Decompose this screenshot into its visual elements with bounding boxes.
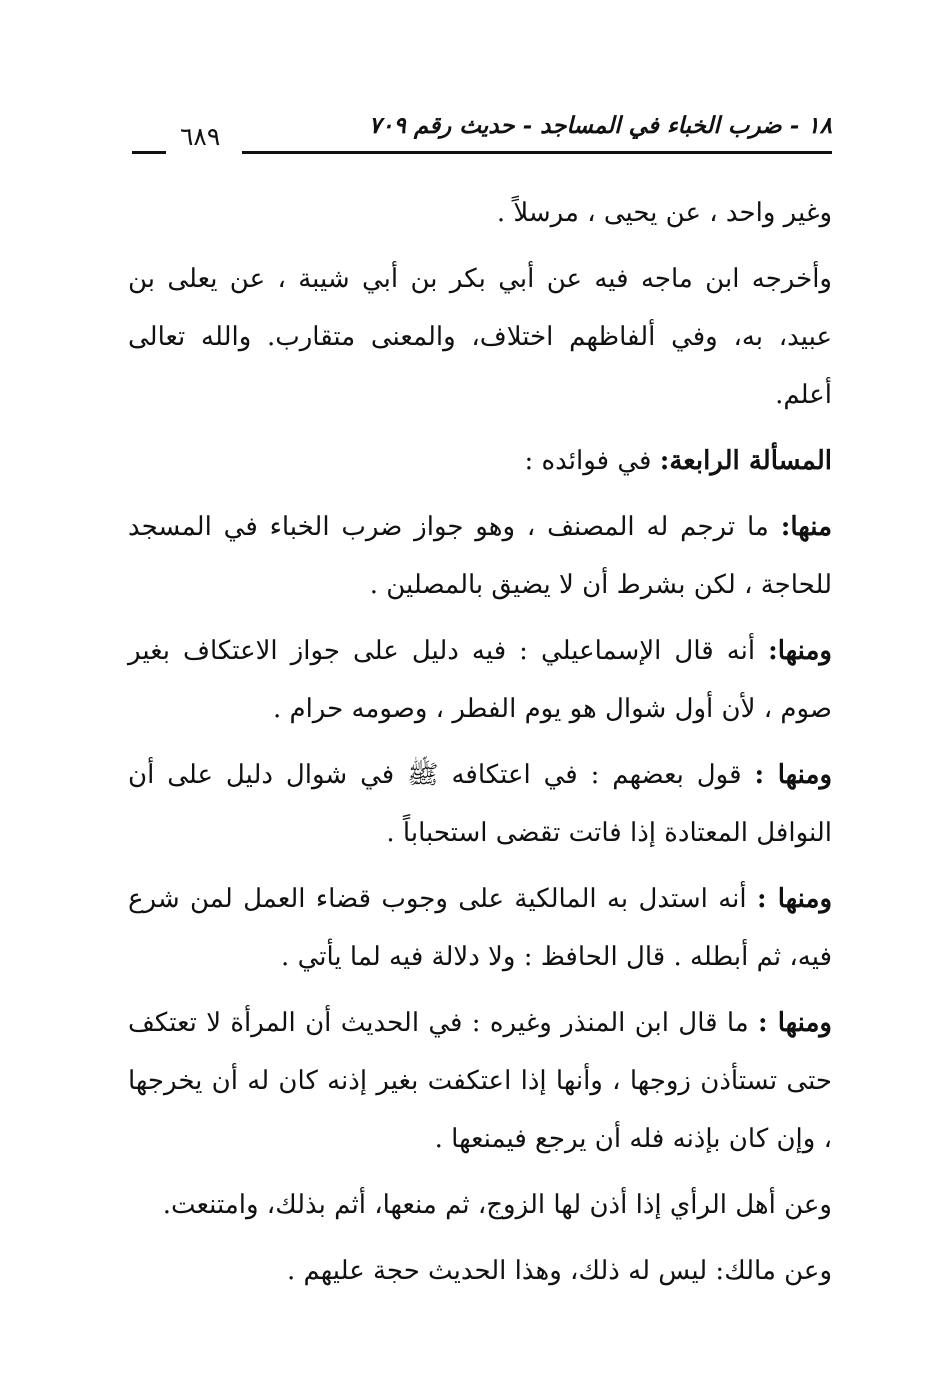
chapter-title: ١٨ - ضرب الخباء في المساجد - حديث رقم ٧٠٩ xyxy=(368,112,832,139)
page-number: ٦٨٩ xyxy=(180,122,221,151)
paragraph-text: أنه استدل به المالكية على وجوب قضاء العمل لمن شرع فيه، ثم أبطله . قال الحافظ : ولا دلالة فيه لما يأتي . xyxy=(128,884,832,972)
paragraph-text: أنه قال الإسماعيلي : فيه دليل على جواز الاعتكاف بغير صوم ، لأن أول شوال هو يوم الفطر ، وصومه حرام . xyxy=(128,636,832,724)
paragraph xyxy=(128,746,832,862)
paragraph-text: ما قال ابن المنذر وغيره : في الحديث أن المرأة لا تعتكف حتى تستأذن زوجها ، وأنها إذا اعتكفت بغير إذنه كان له أن يخرجها ، وإن كان بإذنه فله أن يرجع فيمنعها . xyxy=(128,1008,832,1154)
section-heading xyxy=(128,432,832,490)
paragraph xyxy=(128,498,832,614)
paragraph xyxy=(128,622,832,738)
paragraph xyxy=(128,870,832,986)
paragraph xyxy=(128,250,832,424)
paragraph-lead: المسألة الرابعة: xyxy=(659,446,832,476)
paragraph-text: في فوائده : xyxy=(524,446,660,476)
paragraph-lead: منها: xyxy=(780,512,832,542)
paragraph-text: وغير واحد ، عن يحيى ، مرسلاً . xyxy=(496,198,832,228)
paragraph-text: ما ترجم له المصنف ، وهو جواز ضرب الخباء في المسجد للحاجة ، لكن بشرط أن لا يضيق بالمصلين . xyxy=(128,512,832,600)
paragraph xyxy=(128,1242,832,1300)
page-body xyxy=(128,184,832,1308)
paragraph-text: قول بعضهم : في اعتكافه ﷺ في شوال دليل على أن النوافل المعتادة إذا فاتت تقضى استحباباً . xyxy=(128,760,832,848)
header-rule xyxy=(242,151,832,154)
paragraph-lead: ومنها : xyxy=(758,1008,832,1038)
paragraph-text: وأخرجه ابن ماجه فيه عن أبي بكر بن أبي شيبة ، عن يعلى بن عبيد، به، وفي ألفاظهم اختلاف، والمعنى متقارب. والله تعالى أعلم. xyxy=(128,264,832,410)
paragraph xyxy=(128,184,832,242)
paragraph-lead: ومنها : xyxy=(757,884,832,914)
paragraph xyxy=(128,1176,832,1234)
paragraph xyxy=(128,994,832,1168)
paragraph-lead: ومنها: xyxy=(768,636,832,666)
running-header xyxy=(128,112,832,156)
page-number-rule xyxy=(132,151,166,154)
paragraph-lead: ومنها : xyxy=(754,760,832,790)
paragraph-text: وعن أهل الرأي إذا أذن لها الزوج، ثم منعها، أثم بذلك، وامتنعت. xyxy=(162,1190,832,1220)
paragraph-text: وعن مالك: ليس له ذلك، وهذا الحديث حجة عليهم . xyxy=(286,1256,832,1286)
